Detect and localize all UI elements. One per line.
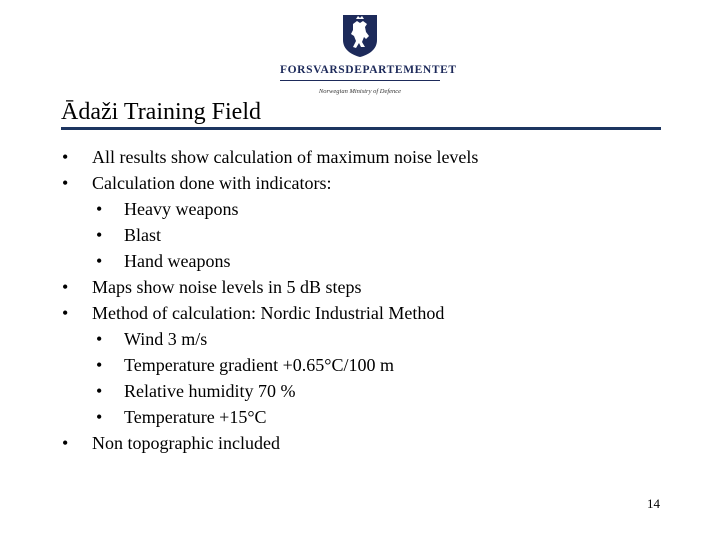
bullet-text: Temperature gradient +0.65°C/100 m: [124, 355, 395, 375]
bullet-marker: •: [96, 381, 103, 401]
bullet-marker: •: [62, 173, 69, 193]
slide-title: Ādaži Training Field: [61, 99, 262, 125]
bullet-marker: •: [96, 225, 103, 245]
ministry-name: FORSVARSDEPARTEMENTET: [280, 64, 457, 76]
bullet-text: Blast: [124, 225, 162, 245]
bullet-marker: •: [96, 355, 103, 375]
bullet-text: Calculation done with indicators:: [92, 173, 332, 193]
bullet-marker: •: [96, 251, 103, 271]
bullet-text: Non topographic included: [92, 433, 280, 453]
bullet-marker: •: [96, 199, 103, 219]
bullet-text: Hand weapons: [124, 251, 231, 271]
bullet-text: Maps show noise levels in 5 dB steps: [92, 277, 362, 297]
bullet-marker: •: [62, 147, 69, 167]
ministry-subtitle: Norwegian Ministry of Defence: [318, 88, 402, 95]
bullet-text: Heavy weapons: [124, 199, 239, 219]
bullet-marker: •: [62, 433, 69, 453]
logo-divider: [280, 80, 440, 81]
bullet-marker: •: [62, 303, 69, 323]
norwegian-coat-of-arms-icon: [342, 14, 378, 58]
page-number: 14: [647, 496, 660, 511]
bullet-marker: •: [62, 277, 69, 297]
title-divider: [61, 127, 661, 130]
bullet-text: Relative humidity 70 %: [124, 381, 296, 401]
bullet-marker: •: [96, 329, 103, 349]
ministry-logo: [280, 14, 457, 95]
bullet-text: All results show calculation of maximum noise levels: [92, 147, 479, 167]
bullet-text: Wind 3 m/s: [124, 329, 208, 349]
bullet-text: Temperature +15°C: [124, 407, 267, 427]
bullet-marker: •: [96, 407, 103, 427]
bullet-text: Method of calculation: Nordic Industrial Method: [92, 303, 445, 323]
